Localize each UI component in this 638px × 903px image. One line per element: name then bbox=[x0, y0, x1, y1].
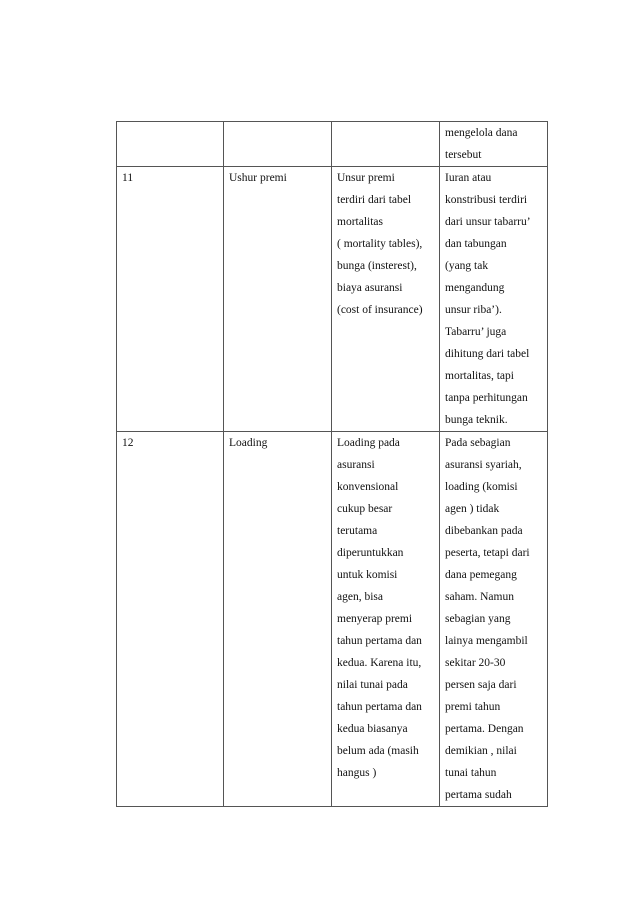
sharia-text-line: mengelola dana bbox=[445, 127, 518, 139]
conventional-text-line: belum ada (masih bbox=[337, 745, 419, 757]
sharia-cell bbox=[440, 167, 548, 432]
sharia-text-line: konstribusi terdiri bbox=[445, 194, 528, 206]
conventional-text-line: (cost of insurance) bbox=[337, 304, 423, 316]
sharia-text-line: Pada sebagian bbox=[445, 437, 511, 449]
conventional-text-line: kedua. Karena itu, bbox=[337, 657, 422, 669]
sharia-text-line: lainya mengambil bbox=[445, 635, 528, 647]
row-number: 11 bbox=[122, 172, 134, 184]
sharia-text-line: dihitung dari tabel bbox=[445, 348, 530, 360]
sharia-text-line: (yang tak bbox=[445, 260, 489, 272]
term-cell bbox=[224, 122, 332, 167]
sharia-text-line: bunga teknik. bbox=[445, 414, 508, 426]
table-body bbox=[117, 122, 548, 807]
conventional-text-line: tahun pertama dan bbox=[337, 701, 422, 713]
conventional-text-line: menyerap premi bbox=[337, 613, 413, 625]
term-cell bbox=[224, 167, 332, 432]
number-cell bbox=[117, 122, 224, 167]
sharia-text-line: pertama. Dengan bbox=[445, 723, 524, 735]
conventional-text-line: biaya asuransi bbox=[337, 282, 403, 294]
sharia-text-line: pertama sudah bbox=[445, 789, 512, 801]
conventional-text-line: hangus ) bbox=[337, 767, 377, 779]
conventional-text-line: tahun pertama dan bbox=[337, 635, 422, 647]
conventional-text-line: untuk komisi bbox=[337, 569, 398, 581]
sharia-text-line: tersebut bbox=[445, 149, 482, 161]
number-cell bbox=[117, 167, 224, 432]
table-row bbox=[117, 432, 548, 807]
table-row bbox=[117, 122, 548, 167]
sharia-text-line: mortalitas, tapi bbox=[445, 370, 514, 382]
conventional-text-line: diperuntukkan bbox=[337, 547, 404, 559]
conventional-cell bbox=[332, 122, 440, 167]
sharia-text-line: Iuran atau bbox=[445, 172, 492, 184]
sharia-text-line: tunai tahun bbox=[445, 767, 497, 779]
sharia-text-line: dari unsur tabarru’ bbox=[445, 216, 531, 228]
sharia-text-line: persen saja dari bbox=[445, 679, 517, 691]
sharia-text-line: saham. Namun bbox=[445, 591, 514, 603]
sharia-text-line: premi tahun bbox=[445, 701, 501, 713]
sharia-text-line: asuransi syariah, bbox=[445, 459, 522, 471]
sharia-text-line: dan tabungan bbox=[445, 238, 507, 250]
sharia-text-line: sebagian yang bbox=[445, 613, 511, 625]
row-term bbox=[229, 122, 328, 144]
sharia-text-line: Tabarru’ juga bbox=[445, 326, 507, 338]
sharia-text-line: mengandung bbox=[445, 282, 505, 294]
conventional-text-line: ( mortality tables), bbox=[337, 238, 423, 250]
sharia-text-line: dana pemegang bbox=[445, 569, 517, 581]
conventional-text-line: nilai tunai pada bbox=[337, 679, 408, 691]
conventional-text-line: bunga (insterest), bbox=[337, 260, 417, 272]
conventional-text-line: terdiri dari tabel bbox=[337, 194, 412, 206]
sharia-text-line: agen ) tidak bbox=[445, 503, 500, 515]
number-cell bbox=[117, 432, 224, 807]
term-cell bbox=[224, 432, 332, 807]
conventional-text-line: cukup besar bbox=[337, 503, 393, 515]
comparison-table bbox=[116, 121, 548, 807]
conventional-cell bbox=[332, 432, 440, 807]
row-number: 12 bbox=[122, 437, 134, 449]
conventional-text-line: asuransi bbox=[337, 459, 375, 471]
conventional-text-line: terutama bbox=[337, 525, 378, 537]
conventional-text-line: Unsur premi bbox=[337, 172, 395, 184]
sharia-text-line: loading (komisi bbox=[445, 481, 518, 493]
conventional-text-line: konvensional bbox=[337, 481, 399, 493]
conventional-text-line: agen, bisa bbox=[337, 591, 383, 603]
sharia-cell bbox=[440, 432, 548, 807]
row-number bbox=[122, 122, 220, 144]
sharia-text-line: dibebankan pada bbox=[445, 525, 523, 537]
sharia-text-line: tanpa perhitungan bbox=[445, 392, 528, 404]
conventional-text-line: mortalitas bbox=[337, 216, 383, 228]
sharia-cell bbox=[440, 122, 548, 167]
conventional-text-line: Loading pada bbox=[337, 437, 400, 449]
sharia-text-line: demikian , nilai bbox=[445, 745, 517, 757]
row-term: Ushur premi bbox=[229, 172, 287, 184]
sharia-text-line: unsur riba’). bbox=[445, 304, 502, 316]
conventional-cell bbox=[332, 167, 440, 432]
table-row bbox=[117, 167, 548, 432]
row-term: Loading bbox=[229, 437, 268, 449]
conventional-text-line: kedua biasanya bbox=[337, 723, 408, 735]
sharia-text-line: sekitar 20-30 bbox=[445, 657, 506, 669]
sharia-text-line: peserta, tetapi dari bbox=[445, 547, 530, 559]
